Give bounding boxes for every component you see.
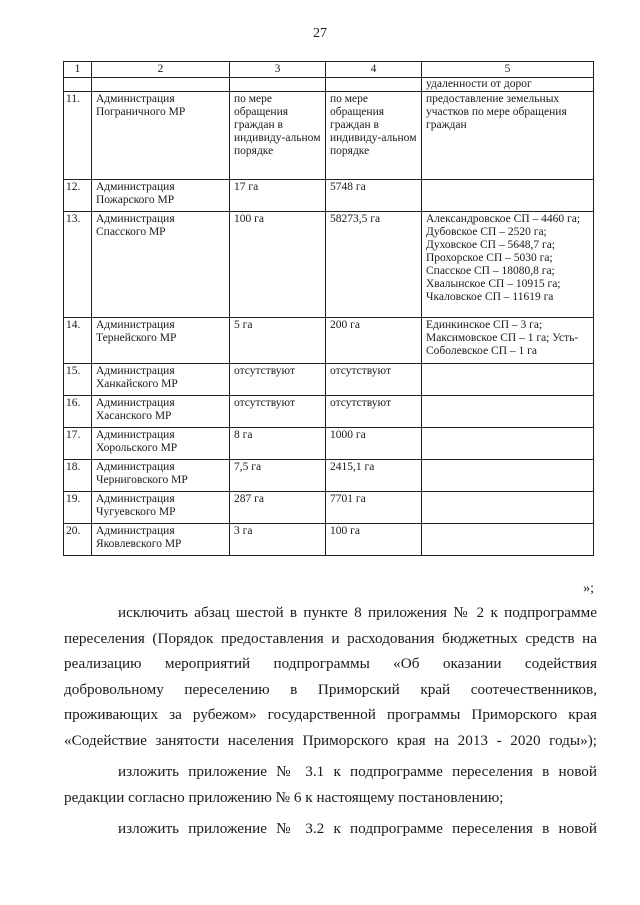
organization-cell: Администрация Черниговского МР	[92, 460, 230, 492]
header-cell: 5	[422, 62, 594, 78]
row-number: 13.	[64, 212, 92, 318]
table-row	[64, 212, 594, 318]
details-cell: предоставление земельных участков по мере обращения граждан	[422, 92, 594, 180]
body-text	[64, 600, 597, 842]
organization-cell: Администрация Спасского МР	[92, 212, 230, 318]
table-row	[64, 318, 594, 364]
details-cell	[422, 460, 594, 492]
details-cell: Единкинское СП – 3 га; Максимовское СП – 1 га; Усть-Соболевское СП – 1 га	[422, 318, 594, 364]
row-number: 20.	[64, 524, 92, 556]
text-line: реализацию мероприятий подпрограммы «Об оказании содействия	[64, 655, 597, 672]
row-number: 18.	[64, 460, 92, 492]
area-cell: 100 га	[230, 212, 326, 318]
paragraph	[64, 759, 597, 810]
organization-cell: Администрация Ханкайского МР	[92, 364, 230, 396]
table-row	[64, 180, 594, 212]
row-number: 11.	[64, 92, 92, 180]
page-number: 27	[313, 26, 327, 41]
header-cell: 2	[92, 62, 230, 78]
organization-cell: Администрация Тернейского МР	[92, 318, 230, 364]
text-line: проживающих за рубежом» государственной программы Приморского края	[64, 706, 597, 723]
table-row	[64, 460, 594, 492]
total-area-cell: 58273,5 га	[326, 212, 422, 318]
details-cell: Александровское СП – 4460 га; Дубовское СП – 2520 га; Духовское СП – 5648,7 га; Прохорское СП – 5030 га; Спасское СП – 18080,8 га; Хвалынское СП – 10915 га; Чкаловское СП – 11619 га	[422, 212, 594, 318]
row-number: 17.	[64, 428, 92, 460]
details-cell	[422, 364, 594, 396]
text-line: переселения (Порядок предоставления и расходования бюджетных средств на	[64, 629, 597, 647]
details-cell	[422, 180, 594, 212]
text-line: добровольному переселению в Приморский край соотечественников,	[64, 680, 597, 698]
table-row	[64, 364, 594, 396]
area-cell: 3 га	[230, 524, 326, 556]
total-area-cell: 2415,1 га	[326, 460, 422, 492]
details-cell	[422, 428, 594, 460]
area-cell: 5 га	[230, 318, 326, 364]
area-cell: отсутствуют	[230, 364, 326, 396]
text-line: изложить приложение № 3.1 к подпрограмме переселения в новой	[118, 763, 597, 780]
area-cell: отсутствуют	[230, 396, 326, 428]
organization-cell: Администрация Чугуевского МР	[92, 492, 230, 524]
row-number: 15.	[64, 364, 92, 396]
area-cell: 17 га	[230, 180, 326, 212]
area-cell: по мере обращения граждан в индивиду-альном порядке	[230, 92, 326, 180]
table-row	[64, 524, 594, 556]
total-area-cell: отсутствуют	[326, 364, 422, 396]
total-area-cell: 7701 га	[326, 492, 422, 524]
area-cell: 8 га	[230, 428, 326, 460]
table-row	[64, 92, 594, 180]
row-number: 16.	[64, 396, 92, 428]
details-cell	[422, 396, 594, 428]
organization-cell: Администрация Пограничного МР	[92, 92, 230, 180]
table-row	[64, 492, 594, 524]
area-cell: 7,5 га	[230, 460, 326, 492]
text-line: исключить абзац шестой в пункте 8 приложения № 2 к подпрограмме	[118, 604, 597, 621]
details-cell	[422, 524, 594, 556]
organization-cell: Администрация Пожарского МР	[92, 180, 230, 212]
text-line: изложить приложение № 3.2 к подпрограмме переселения в новой	[118, 820, 597, 837]
paragraph	[64, 816, 597, 842]
organization-cell: Администрация Хорольского МР	[92, 428, 230, 460]
organization-cell: Администрация Хасанского МР	[92, 396, 230, 428]
closing-quote: »;	[583, 581, 594, 596]
text-line: «Содействие занятости населения Приморского края на 2013 - 2020 годы»);	[64, 731, 597, 749]
details-cell	[422, 492, 594, 524]
total-area-cell: 200 га	[326, 318, 422, 364]
organization-cell: Администрация Яковлевского МР	[92, 524, 230, 556]
row-number: 19.	[64, 492, 92, 524]
land-table	[63, 61, 594, 556]
total-area-cell: 5748 га	[326, 180, 422, 212]
area-cell: 287 га	[230, 492, 326, 524]
total-area-cell: по мере обращения граждан в индивиду-альном порядке	[326, 92, 422, 180]
header-cell: 3	[230, 62, 326, 78]
header-cell: 4	[326, 62, 422, 78]
total-area-cell: 1000 га	[326, 428, 422, 460]
text-line: редакции согласно приложению № 6 к настоящему постановлению;	[64, 788, 504, 806]
table-header-row	[64, 62, 594, 78]
total-area-cell: 100 га	[326, 524, 422, 556]
paragraph	[64, 600, 597, 753]
continuation-cell: удаленности от дорог	[422, 78, 594, 92]
total-area-cell: отсутствуют	[326, 396, 422, 428]
row-number: 12.	[64, 180, 92, 212]
continuation-row	[64, 78, 594, 92]
table-row	[64, 396, 594, 428]
header-cell: 1	[64, 62, 92, 78]
table-row	[64, 428, 594, 460]
row-number: 14.	[64, 318, 92, 364]
